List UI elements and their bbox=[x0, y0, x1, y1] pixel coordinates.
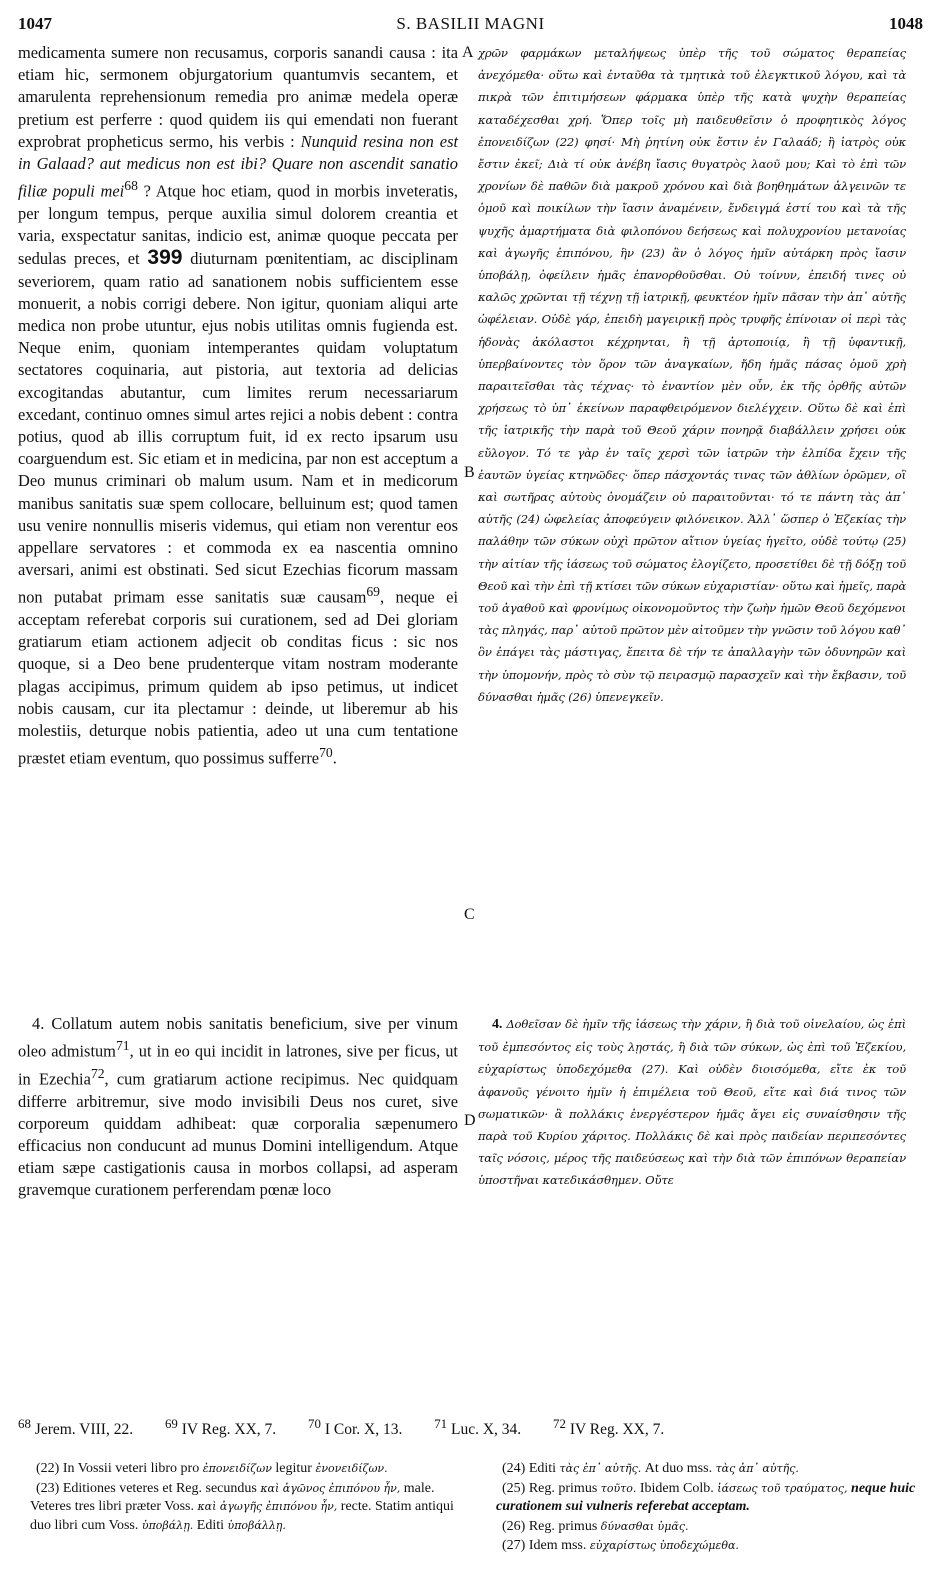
greek-column-lower bbox=[478, 1013, 906, 1192]
footnote-marker: 68 bbox=[124, 178, 138, 194]
note-22: (22) In Vossii veteri libro pro ἐπονειδίζων legitur ἐνονειδίζων. bbox=[36, 1461, 388, 1476]
running-header bbox=[18, 14, 923, 40]
latin-paragraph: medicamenta sumere non recusamus, corporis sanandi causa : ita etiam hic, sermonem objurgatorium quantumvis secantem, et amarulenta reprehensionum remedia pro animæ medela operæ pretium est perferre : quod quidem iis qui emendati non fuerant exprobrat propheticus sermo, his verbis : Nunquid resina non est in Galaad? aut medicus non est ibi? Quare non ascendit sanatio filiæ populi mei$^{68}$ ? Atque hoc etiam, quod in morbis inveteratis, per longum tempus, perque auxilia simul dolorem creantia et varia, exspectatur sanitas, indicio est, animæ quoque peccata per sedulas preces, et 399 diuturnam pœnitentiam, ac disciplinam severiorem, quam ratio ad sanationem nobis sufficientem esse monuerit, a nobis corrigi debere. Non igitur, quoniam aliqui arte medica non probe utuntur, ejus nobis utilitas omnis fugienda est. Neque enim, quoniam intemperantes quidam voluptatum sectatores coquinaria, aut pistoria, aut textoria ad delicias excogitandas abutantur, cum limites rerum necessariarum excedant, continuo omnes simul artes rejici a nobis debent : contra potius, quod ab illis corruptum fuit, id ex recto ipsarum usu coarguendum est. Sic etiam et in medicina, par non est acceptum a Deo munus criminari ob malum usum. Nam et in medicorum manibus sanitatis suæ spem collocare, belluinum est; quod tamen usu venire nonnullis miseris videmus, qui etiam non verentur eos appellare servatores : et commoda ex ea nascentia omnino aversari, animi est obstinati. Sed sicut Ezechias ficorum massam non putabat primam esse sanitatis suæ causam$^{69}$, neque ei acceptam referebat corporis sui curationem, sed ad Dei gloriam gratiarum etiam actionem adjecit ob conditas ficus : sic nos quoque, si a Deo bene prudenterque vitam nostram moderante plagas accipimus, primum quidem ab ipso petimus, ut indicet nobis causam, cur ita plectamur : deinde, ut liberemur ab his molestiis, deturque nobis patientia, adeo ut una cum tentatione præstet etiam eventum, quo possimus sufferre$^{70}$. bbox=[18, 43, 459, 768]
page-number-left: 1047 bbox=[18, 14, 52, 33]
latin-paragraph: 4. Collatum autem nobis sanitatis beneficium, sive per vinum oleo admistum$^{71}$, ut in eo qui incidit in latrones, sive per ficus, ut in Ezechia$^{72}$, cum gratiarum actione recipimus. Nec quidquam differre arbitremur, sive modo invisibili Deus nos curet, sive corporeum quiddam adhibeat: quæ corporalia sæpenumero efficacius non conducunt ad munus Domini intelligendum. Atque etiam sæpe castigationis causa in morbos collapsi, ad asperam gravemque curationem perferendam pœnæ loco bbox=[18, 1014, 458, 1200]
footnote-marker: 69 bbox=[366, 584, 380, 600]
margin-letter-d: D bbox=[464, 1112, 476, 1129]
note-25: (25) Reg. primus τοῦτο. Ibidem Colb. ἰάσεως τοῦ τραύματος, neque huic curationem sui vulneris referebat acceptam. bbox=[496, 1480, 916, 1514]
scripture-quote: Nunquid resina non est in Galaad? aut medicus non est ibi? Quare non ascendit sanatio filiæ populi mei bbox=[18, 131, 459, 201]
scripture-ref: $^{70}$ I Cor. X, 13. bbox=[308, 1416, 403, 1439]
page-number-right: 1048 bbox=[889, 14, 923, 33]
scripture-ref: $^{68}$ Jerem. VIII, 22. bbox=[18, 1416, 134, 1439]
notes-left bbox=[30, 1460, 460, 1536]
scripture-ref: $^{72}$ IV Reg. XX, 7. bbox=[553, 1416, 665, 1439]
running-title: S. BASILII MAGNI bbox=[396, 14, 545, 33]
scripture-ref: $^{69}$ IV Reg. XX, 7. bbox=[164, 1416, 277, 1439]
note-24: (24) Editi τὰς ἐπ᾽ αὐτῆς. At duo mss. τὰς ἀπ᾽ αὐτῆς. bbox=[502, 1461, 799, 1476]
footnote-marker: 72 bbox=[90, 1065, 105, 1081]
greek-paragraph: χρῶν φαρμάκων μεταλήψεως ὑπὲρ τῆς τοῦ σώματος θεραπείας ἀνεχόμεθα· οὕτω καὶ ἐνταῦθα τὰ τμητικὰ τοῦ ἐλεγκτικοῦ λόγου, καὶ τὰ πικρὰ τῶν ἐπιτιμήσεων φάρμακα ὑπὲρ τῆς κατὰ ψυχὴν θεραπείας καταδέχεσθαι χρή. Ὅπερ τοῖς μὴ παιδευθεῖσιν ὁ προφητικὸς λόγος ἐπονειδίζων (22) φησί· Μὴ ῥητίνη οὐκ ἔστιν ἐν Γαλαάδ; ἢ ἰατρὸς οὐκ ἔστιν ἐκεῖ; Διὰ τί οὐκ ἀνέβη ἴασις θυγατρὸς λαοῦ μου; Καὶ τὸ ἐπὶ τῶν χρονίων δὲ παθῶν διὰ μακροῦ χρόνου καὶ διὰ βοηθημάτων ἀλγεινῶν τε ὁμοῦ καὶ ποικίλων τὴν ἴασιν ἀναμένειν, ἔνδειγμά ἐστί του καὶ τὰ τῆς ψυχῆς ἁμαρτήματα διὰ φιλοπόνου δεήσεως καὶ πολυχρονίου μετανοίας καὶ ἀγωγῆς ἐπιπόνου, ἣν (23) ἂν ὁ λόγος ἡμῖν αὐτάρκη πρὸς ἴασιν ὑποβάλῃ, ὀφείλειν ἡμᾶς ἐπανορθοῦσθαι. Οὐ τοίνυν, ἐπειδή τινες οὐ καλῶς χρῶνται τῇ τέχνῃ τῇ ἰατρικῇ, φευκτέον ἡμῖν πᾶσαν τὴν ἀπ᾽ αὐτῆς ὠφέλειαν. Οὐδὲ γάρ, ἐπειδὴ μαγειρικῇ πρὸς τρυφῆς ἐπίνοιαν οἱ περὶ τὰς ἡδονὰς ἀκόλαστοι κέχρηνται, ἢ τῇ ἀρτοποιίᾳ, ἢ τῇ ὑφαντικῇ, ὑπερβαίνοντες τὸν ὅρον τῶν ἀναγκαίων, ἤδη ἡμᾶς πάσας ὁμοῦ χρὴ παραιτεῖσθαι τὰς τέχνας· τὸ ἐναντίον μὲν οὖν, ἐκ τῆς ὀρθῆς αὐτῶν χρήσεως τὸ ὑπ᾽ ἐκείνων παραφθειρόμενον διελέγχειν. Οὕτω δὲ καὶ ἐπὶ τῆς ἰατρικῆς τὴν παρὰ τοῦ Θεοῦ χάριν πονηρᾷ διαβάλλειν χρήσει οὐκ εὔλογον. Τό τε γὰρ ἐν ταῖς χερσὶ τῶν ἰατρῶν τὴν ἐλπίδα ἔχειν τῆς ἑαυτῶν ὑγείας κτηνῶδες· ὅπερ πάσχοντάς τινας τῶν ἀθλίων ὁρῶμεν, οἳ καὶ σωτῆρας αὐτοὺς ὀνομάζειν οὐ παραιτοῦνται· τό τε πάντη τὰς ἀπ᾽ αὐτῆς (24) ὠφελείας ἀποφεύγειν φιλόνεικον. Ἀλλ᾽ ὥσπερ ὁ Ἐζεκίας τὴν παλάθην τῶν σύκων οὐχὶ πρῶτον αἴτιον ὑγείας ἡγεῖτο, οὐδὲ τούτῳ (25) τὴν αἰτίαν τῆς ἰάσεως τοῦ σώματος ἐλογίζετο, προσετίθει δὲ τῇ δόξῃ τοῦ Θεοῦ καὶ τὴν ἐπὶ τῇ κτίσει τῶν σύκων εὐχαριστίαν· οὕτω καὶ ἡμεῖς, παρὰ τοῦ ἀγαθοῦ καὶ φρονίμως οἰκονομοῦντος τὴν ζωὴν ἡμῶν Θεοῦ δεχόμενοι τὰς πληγάς, παρ᾽ αὐτοῦ πρῶτον μὲν αἰτοῦμεν τὴν γνῶσιν τοῦ λόγου καθ᾽ ὃν ἐπάγει τὰς μάστιγας, ἔπειτα δὲ τήν τε ἀπαλλαγὴν τῶν ὀδυνηρῶν καὶ τὴν ὑπομονήν, πρὸς τὸ σὺν τῷ πειρασμῷ παρασχεῖν καὶ τὴν ἔκβασιν, τοῦ δύνασθαι ἡμᾶς (26) ὑπενεγκεῖν. bbox=[478, 46, 906, 704]
footnote-marker: 70 bbox=[319, 745, 333, 761]
note-27: (27) Idem mss. εὐχαρίστως ὑποδεχώμεθα. bbox=[502, 1538, 739, 1553]
note-23: (23) Editiones veteres et Reg. secundus καὶ ἀγῶνος ἐπιπόνου ἦν, male. Veteres tres libri præter Voss. καὶ ἀγωγῆς ἐπιπόνου ἦν, recte. Statim antiqui duo libri cum Voss. ὑποβάλῃ. Editi ὑποβάλλῃ. bbox=[30, 1480, 454, 1533]
margin-letter-c: C bbox=[464, 906, 475, 923]
note-26: (26) Reg. primus δύνασθαι ὑμᾶς. bbox=[502, 1518, 689, 1534]
greek-paragraph: 4. Δοθεῖσαν δὲ ἡμῖν τῆς ἰάσεως τὴν χάριν, ἢ διὰ τοῦ οἰνελαίου, ὡς ἐπὶ τοῦ ἐμπεσόντος εἰς τοὺς λῃστάς, ἢ διὰ τῶν σύκων, ὡς ἐπὶ τοῦ Ἐζεκίου, εὐχαρίστως ὑποδεχόμεθα (27). Καὶ οὐδὲν διοισόμεθα, εἴτε ἐκ τοῦ ἀφανοῦς γένοιτο ἡμῖν ἡ ἐπιμέλεια τοῦ Θεοῦ, εἴτε καὶ διά τινος τῶν σωματικῶν· ἃ πολλάκις ἐνεργέστερον ἡμᾶς ἄγει εἰς συναίσθησιν τῆς παρὰ τοῦ Κυρίου χάριτος. Πολλάκις δὲ καὶ πρὸς παιδείαν περιπεσόντες ταῖς νόσοις, μέρος τῆς παιδεύσεως καὶ τὴν διὰ τῶν ἐπιπόνων θεραπείαν ὑποστῆναι κατεδικάσθημεν. Οὔτε bbox=[478, 1017, 906, 1188]
greek-column-upper bbox=[478, 42, 906, 708]
margin-letter-a: A bbox=[462, 44, 474, 61]
footnote-marker: 71 bbox=[115, 1038, 130, 1054]
margin-letter-b: B bbox=[464, 464, 475, 481]
scripture-references bbox=[18, 1416, 923, 1439]
notes-right bbox=[496, 1460, 916, 1557]
latin-column-upper bbox=[18, 42, 458, 770]
latin-column-lower bbox=[18, 1013, 458, 1202]
column-number: 399 bbox=[147, 246, 183, 270]
scripture-ref: $^{71}$ Luc. X, 34. bbox=[434, 1416, 522, 1439]
